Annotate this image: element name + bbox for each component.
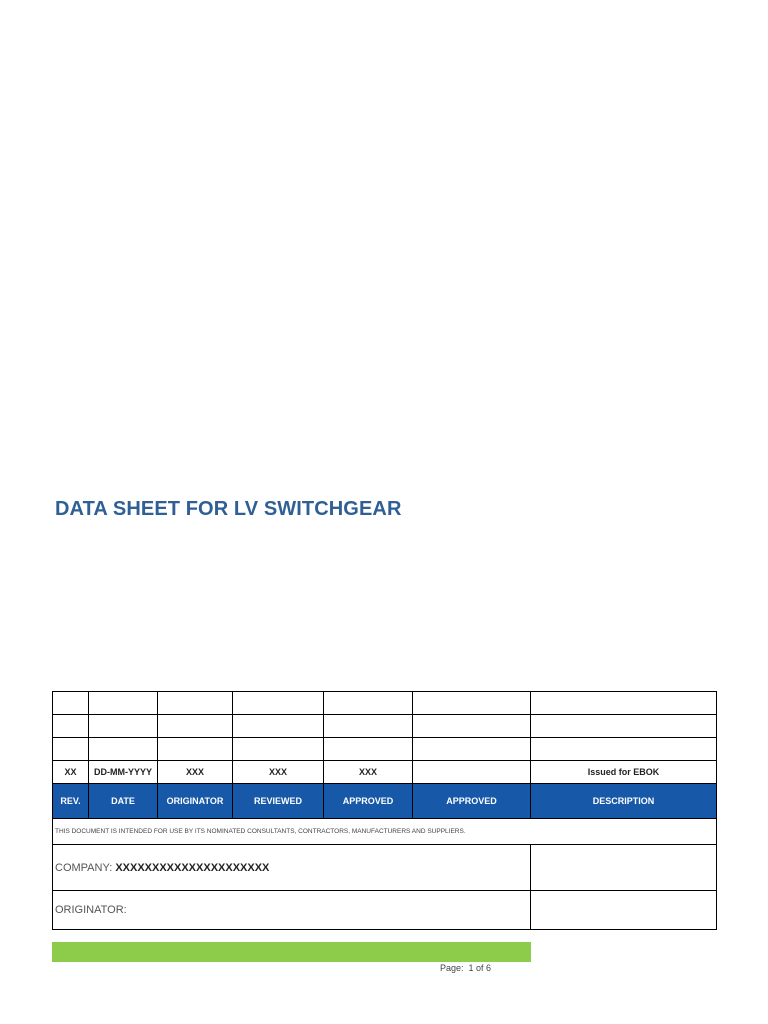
revision-header-row — [53, 784, 717, 819]
company-row — [53, 845, 717, 891]
rev-value: XX — [53, 761, 89, 784]
revision-values-row — [53, 761, 717, 784]
revision-table — [52, 691, 717, 930]
table-cell — [89, 715, 158, 738]
page-number — [440, 963, 491, 973]
table-cell — [413, 715, 531, 738]
company-side-cell — [531, 845, 717, 891]
description-value: Issued for EBOK — [531, 761, 717, 784]
table-cell — [89, 738, 158, 761]
company-label: COMPANY: — [55, 861, 116, 874]
table-cell — [233, 692, 324, 715]
table-cell — [531, 738, 717, 761]
footer-green-bar — [52, 942, 531, 962]
table-cell — [53, 715, 89, 738]
originator-header: ORIGINATOR — [158, 784, 233, 819]
table-cell — [233, 715, 324, 738]
blank-revision-row — [53, 715, 717, 738]
description-header: DESCRIPTION — [531, 784, 717, 819]
table-cell — [531, 715, 717, 738]
table-cell — [413, 738, 531, 761]
page-label: Page: — [440, 963, 464, 973]
approved-header-2: APPROVED — [413, 784, 531, 819]
originator-side-cell — [531, 891, 717, 930]
table-cell — [158, 715, 233, 738]
approved-header: APPROVED — [324, 784, 413, 819]
blank-revision-row — [53, 692, 717, 715]
blank-revision-row — [53, 738, 717, 761]
date-value: DD-MM-YYYY — [89, 761, 158, 784]
usage-notice: THIS DOCUMENT IS INTENDED FOR USE BY ITS NOMINATED CONSULTANTS, CONTRACTORS, MANUFACTURERS AND SUPPLIERS. — [53, 819, 717, 845]
reviewed-header: REVIEWED — [233, 784, 324, 819]
date-header: DATE — [89, 784, 158, 819]
approved-value-2 — [413, 761, 531, 784]
originator-value: XXX — [158, 761, 233, 784]
table-cell — [324, 738, 413, 761]
table-cell — [53, 692, 89, 715]
table-cell — [531, 692, 717, 715]
originator-row — [53, 891, 717, 930]
originator-label: ORIGINATOR: — [53, 891, 531, 930]
table-cell — [53, 738, 89, 761]
table-cell — [324, 692, 413, 715]
notice-row — [53, 819, 717, 845]
table-cell — [89, 692, 158, 715]
table-cell — [158, 738, 233, 761]
reviewed-value: XXX — [233, 761, 324, 784]
approved-value: XXX — [324, 761, 413, 784]
document-title: DATA SHEET FOR LV SWITCHGEAR — [55, 498, 402, 520]
rev-header: REV. — [53, 784, 89, 819]
table-cell — [233, 738, 324, 761]
table-cell — [158, 692, 233, 715]
company-value: XXXXXXXXXXXXXXXXXXXXX — [115, 861, 270, 874]
table-cell — [324, 715, 413, 738]
company-cell — [53, 845, 531, 891]
page-value: 1 of 6 — [468, 963, 492, 973]
table-cell — [413, 692, 531, 715]
